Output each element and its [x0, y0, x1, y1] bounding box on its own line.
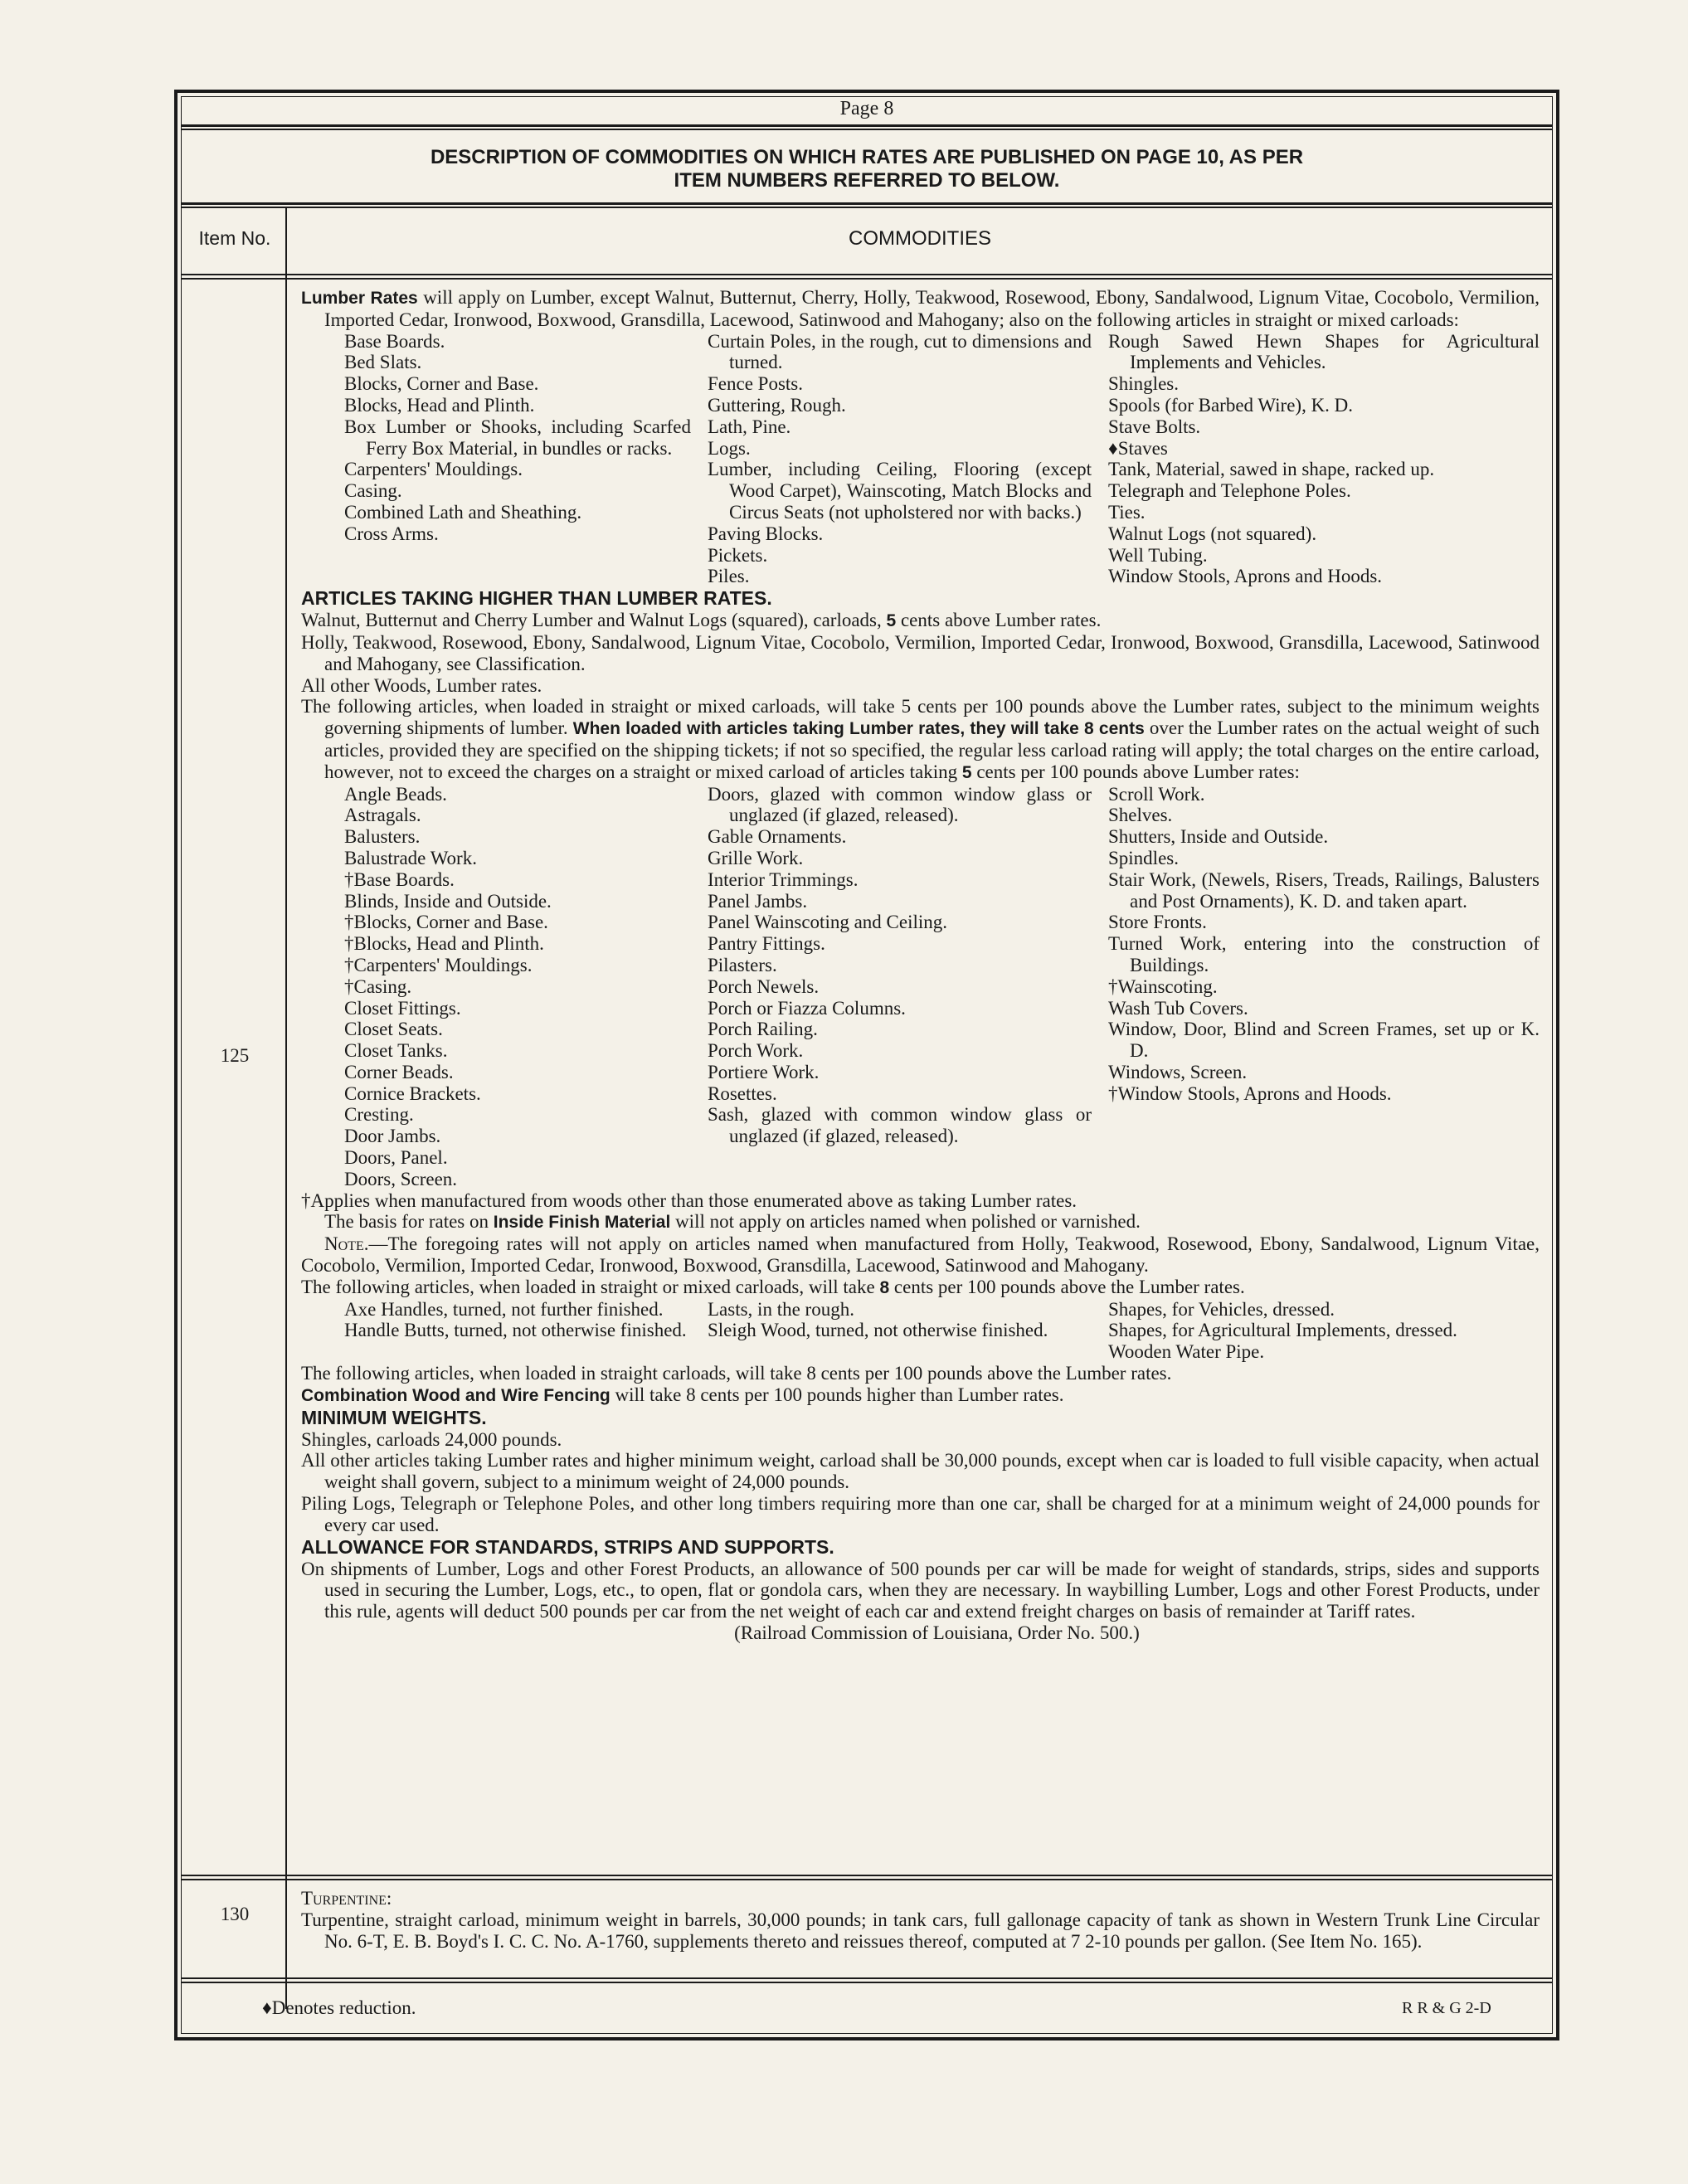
- list-item: Lath, Pine.: [708, 416, 791, 437]
- list-item: Wooden Water Pipe.: [1108, 1341, 1265, 1363]
- min-paragraph-3: Piling Logs, Telegraph or Telephone Poles, and other long timbers requiring more than one car, shall be charged for at a minimum weight of 24,000 pounds for every car used.: [301, 1493, 1540, 1535]
- allowance-paragraph: On shipments of Lumber, Logs and other Forest Products, an allowance of 500 pounds per car will be made for weight of standards, strips, sides and supports used in securing the Lumber, Logs, etc., to open, flat or gondola cars, when they are necessary. In waybilling Lumber, Logs and other Forest Products, under this rule, agents will deduct 500 pounds per car from the net weight of each car and extend freight charges on basis of remainder at Tariff rates.: [301, 1558, 1540, 1622]
- list-item: Guttering, Rough.: [708, 394, 846, 416]
- footer-code: R R & G 2-D: [1402, 1999, 1491, 2017]
- list-item: Shapes, for Vehicles, dressed.: [1108, 1298, 1335, 1320]
- higher-paragraph-4: The following articles, when loaded in straight or mixed carloads, will take 5 cents per 100 pounds above the Lumber rates, subject to the minimum weights governing shipments of lumber. When loaded with articles taking Lumber rates, they will take 8 cents over the Lumber rates on the actual weight of such articles, provided they are specified on the shipping tickets; if not so specified, the regular less carload rating will apply; the total charges on the entire carload, however, not to exceed the charges on a straight or mixed carload of articles taking 5 cents per 100 pounds above Lumber rates:: [301, 696, 1540, 782]
- list2-col3: [1108, 784, 1540, 1190]
- list-item: Logs.: [708, 437, 751, 459]
- list-item: Spools (for Barbed Wire), K. D.: [1108, 394, 1354, 416]
- list-item: Angle Beads.: [344, 783, 447, 805]
- turpentine-label: Turpentine:: [301, 1888, 392, 1909]
- list-item: Casing.: [344, 480, 402, 502]
- list-item: Windows, Screen.: [1108, 1061, 1248, 1082]
- list3-col2: [691, 1299, 1108, 1363]
- combination-fencing-paragraph: Combination Wood and Wire Fencing will take 8 cents per 100 pounds higher than Lumber rates.: [301, 1384, 1064, 1405]
- list-item: Porch Newels.: [708, 975, 820, 997]
- list-item: Walnut Logs (not squared).: [1108, 523, 1317, 544]
- intro-paragraph: Lumber Rates will apply on Lumber, except Walnut, Butternut, Cherry, Holly, Teakwood, Rosewood, Ebony, Sandalwood, Lignum Vitae, Cocobolo, Vermilion, Imported Cedar, Ironwood, Boxwood, Gransdilla, Lacewood, Satinwood and Mahogany; also on the following articles in straight or mixed carloads:: [301, 287, 1540, 330]
- list-item: Porch or Fiazza Columns.: [708, 997, 906, 1019]
- list1-col1: [301, 331, 691, 588]
- list-item: Portiere Work.: [708, 1061, 820, 1082]
- higher-articles-list: [301, 784, 1540, 1190]
- list-item: Window, Door, Blind and Screen Frames, set up or K. D.: [1108, 1019, 1540, 1062]
- turpentine-text: Turpentine, straight carload, minimum weight in barrels, 30,000 pounds; in tank cars, full gallonage capacity of tank as shown in Western Trunk Line Circular No. 6-T, E. B. Boyd's I. C. C. No. A-1760, supplements thereto and reissues thereof, computed at 7 2-10 pounds per gallon. (See Item No. 165).: [301, 1909, 1540, 1952]
- list-item: Well Tubing.: [1108, 544, 1208, 566]
- title-line-2: ITEM NUMBERS REFERRED TO BELOW.: [674, 169, 1060, 192]
- list-item: Spindles.: [1108, 847, 1179, 868]
- list-item: Rough Sawed Hewn Shapes for Agricultural Implements and Vehicles.: [1108, 330, 1540, 373]
- list-item: Pickets.: [708, 544, 768, 566]
- list-item: Store Fronts.: [1108, 912, 1207, 933]
- list-item: Pantry Fittings.: [708, 933, 825, 955]
- rule: [181, 1875, 1553, 1876]
- list-item: Doors, Panel.: [344, 1147, 448, 1169]
- list-item: Interior Trimmings.: [708, 868, 859, 890]
- list-item: Closet Seats.: [344, 1019, 443, 1040]
- list-item: Panel Wainscoting and Ceiling.: [708, 912, 948, 933]
- list-item: Shingles.: [1108, 373, 1179, 395]
- list-item: Lumber, including Ceiling, Flooring (except Wood Carpet), Wainscoting, Match Blocks and Circus Seats (not upholstered nor with backs.): [708, 459, 1092, 523]
- rule: [181, 202, 1553, 205]
- list-item: Curtain Poles, in the rough, cut to dimensions and turned.: [708, 330, 1092, 373]
- list-item: Shelves.: [1108, 805, 1173, 826]
- list-item: Blocks, Head and Plinth.: [344, 394, 535, 416]
- list-item: Porch Railing.: [708, 1019, 818, 1040]
- rule: [181, 207, 1553, 208]
- list-item: Turned Work, entering into the construction of Buildings.: [1108, 933, 1540, 975]
- list-item: Blinds, Inside and Outside.: [344, 890, 552, 912]
- rule: [181, 124, 1553, 127]
- min-paragraph-1: Shingles, carloads 24,000 pounds.: [301, 1428, 562, 1450]
- commodities-130: [301, 1888, 1540, 1952]
- higher-paragraph-1: Walnut, Butternut and Cherry Lumber and Walnut Logs (squared), carloads, 5 cents above Lumber rates.: [301, 610, 1102, 631]
- list3-col1: [301, 1299, 691, 1363]
- list-item: Sash, glazed with common window glass or unglazed (if glazed, released).: [708, 1104, 1092, 1147]
- list1-col2: [691, 331, 1108, 588]
- list-item: Scroll Work.: [1108, 783, 1205, 805]
- list-item: ♦Staves: [1108, 437, 1168, 459]
- list-item: Balusters.: [344, 826, 421, 848]
- list3-col3: [1108, 1299, 1540, 1363]
- list-item: Pilasters.: [708, 954, 777, 975]
- lumber-articles-list: [301, 331, 1540, 588]
- column-divider: [285, 207, 287, 2009]
- list-item: Cresting.: [344, 1104, 414, 1126]
- list2-col2: [691, 784, 1108, 1190]
- straight-carload-paragraph: The following articles, when loaded in straight carloads, will take 8 cents per 100 pounds above the Lumber rates.: [301, 1363, 1172, 1384]
- allowance-order: (Railroad Commission of Louisiana, Order No. 500.): [734, 1622, 1140, 1644]
- list-item: Bed Slats.: [344, 352, 422, 373]
- rule: [181, 278, 1553, 280]
- commodities-125: [301, 287, 1540, 1644]
- list-item: Porch Work.: [708, 1040, 804, 1062]
- list-item: Panel Jambs.: [708, 890, 808, 912]
- higher-paragraph-2: Holly, Teakwood, Rosewood, Ebony, Sandalwood, Lignum Vitae, Cocobolo, Vermilion, Imported Cedar, Ironwood, Boxwood, Gransdilla, Lacewood, Satinwood and Mahogany, see Classification.: [301, 631, 1540, 674]
- list-item: Blocks, Corner and Base.: [344, 373, 539, 395]
- list-item: Gable Ornaments.: [708, 826, 847, 848]
- list-item: Shapes, for Agricultural Implements, dressed.: [1108, 1320, 1457, 1341]
- list-item: Grille Work.: [708, 847, 804, 868]
- list-item: Door Jambs.: [344, 1126, 441, 1147]
- list-item: Fence Posts.: [708, 373, 803, 395]
- list-item: Closet Fittings.: [344, 997, 461, 1019]
- list-item: Astragals.: [344, 805, 421, 826]
- list-item: Paving Blocks.: [708, 523, 824, 544]
- rule: [181, 274, 1553, 275]
- title-line-1: DESCRIPTION OF COMMODITIES ON WHICH RATES ARE PUBLISHED ON PAGE 10, AS PER: [430, 146, 1304, 168]
- list-item: Handle Butts, turned, not otherwise finished.: [344, 1320, 687, 1341]
- eight-cents-list: [301, 1299, 1540, 1363]
- min-paragraph-2: All other articles taking Lumber rates and higher minimum weight, carload shall be 30,000 pounds, except when car is loaded to full visible capacity, when actual weight shall govern, subject to a minimum weight of 24,000 pounds.: [301, 1450, 1540, 1493]
- list-item: †Carpenters' Mouldings.: [344, 954, 533, 975]
- footer-note: ♦Denotes reduction.: [262, 1997, 416, 2018]
- list-item: Rosettes.: [708, 1082, 777, 1104]
- list-item: †Blocks, Corner and Base.: [344, 912, 548, 933]
- list-item: Sleigh Wood, turned, not otherwise finished.: [708, 1320, 1048, 1341]
- column-header-item-no: Item No.: [198, 227, 271, 249]
- list-item: Combined Lath and Sheathing.: [344, 501, 582, 523]
- dagger-note: †Applies when manufactured from woods other than those enumerated above as taking Lumber rates.: [301, 1189, 1077, 1211]
- list-item: Doors, Screen.: [344, 1168, 458, 1189]
- list-item: Base Boards.: [344, 330, 445, 352]
- section-heading-minimum-weights: MINIMUM WEIGHTS.: [301, 1406, 487, 1428]
- column-header-commodities: COMMODITIES: [849, 227, 991, 250]
- list-item: Doors, glazed with common window glass or unglazed (if glazed, released).: [708, 783, 1092, 826]
- list-item: Balustrade Work.: [344, 847, 477, 868]
- list-item: Lasts, in the rough.: [708, 1298, 854, 1320]
- page-title: [191, 146, 1543, 192]
- section-heading-higher-rates: ARTICLES TAKING HIGHER THAN LUMBER RATES.: [301, 587, 772, 610]
- list-item: Ties.: [1108, 501, 1146, 523]
- list-item: †Wainscoting.: [1108, 975, 1218, 997]
- rule: [181, 1982, 1553, 1983]
- list-item: Cross Arms.: [344, 523, 439, 544]
- note-paragraph: Note.—The foregoing rates will not apply on articles named when manufactured from Holly, Teakwood, Rosewood, Ebony, Sandalwood, Lignum Vitae, Cocobolo, Vermilion, Imported Cedar, Ironwood, Boxwood, Gransdilla, Lacewood, Satinwood and Mahogany.: [301, 1233, 1540, 1277]
- list-item: Tank, Material, sawed in shape, racked up.: [1108, 459, 1435, 480]
- eight-cents-paragraph: The following articles, when loaded in straight or mixed carloads, will take 8 cents per 100 pounds above the Lumber rates.: [301, 1276, 1245, 1297]
- section-heading-allowance: ALLOWANCE FOR STANDARDS, STRIPS AND SUPPORTS.: [301, 1535, 834, 1558]
- list-item: †Base Boards.: [344, 868, 455, 890]
- list-item: Box Lumber or Shooks, including Scarfed Ferry Box Material, in bundles or racks.: [344, 416, 691, 459]
- list2-col1: [301, 784, 691, 1190]
- list-item: Shutters, Inside and Outside.: [1108, 826, 1329, 848]
- list-item: Wash Tub Covers.: [1108, 997, 1248, 1019]
- list-item: †Blocks, Head and Plinth.: [344, 933, 544, 955]
- rule: [181, 129, 1553, 130]
- list-item: Closet Tanks.: [344, 1040, 448, 1062]
- item-number-125: 125: [220, 1045, 250, 1066]
- list-item: Carpenters' Mouldings.: [344, 459, 523, 480]
- list-item: Cornice Brackets.: [344, 1082, 481, 1104]
- list1-col3: [1108, 331, 1540, 588]
- list-item: Stave Bolts.: [1108, 416, 1201, 437]
- list-item: Telegraph and Telephone Poles.: [1108, 480, 1351, 502]
- rule: [181, 1977, 1553, 1979]
- list-item: Stair Work, (Newels, Risers, Treads, Railings, Balusters and Post Ornaments), K. D. and taken apart.: [1108, 868, 1540, 912]
- item-number-130: 130: [220, 1904, 250, 1924]
- list-item: †Casing.: [344, 975, 412, 997]
- list-item: †Window Stools, Aprons and Hoods.: [1108, 1082, 1392, 1104]
- list-item: Piles.: [708, 566, 750, 587]
- rule: [181, 1879, 1553, 1880]
- page-number: Page 8: [839, 98, 894, 119]
- list-item: Corner Beads.: [344, 1061, 454, 1082]
- list-item: Window Stools, Aprons and Hoods.: [1108, 566, 1383, 587]
- list-item: Axe Handles, turned, not further finished.: [344, 1298, 664, 1320]
- basis-note: The basis for rates on Inside Finish Material will not apply on articles named when polished or varnished.: [324, 1211, 1141, 1233]
- higher-paragraph-3: All other Woods, Lumber rates.: [301, 674, 542, 696]
